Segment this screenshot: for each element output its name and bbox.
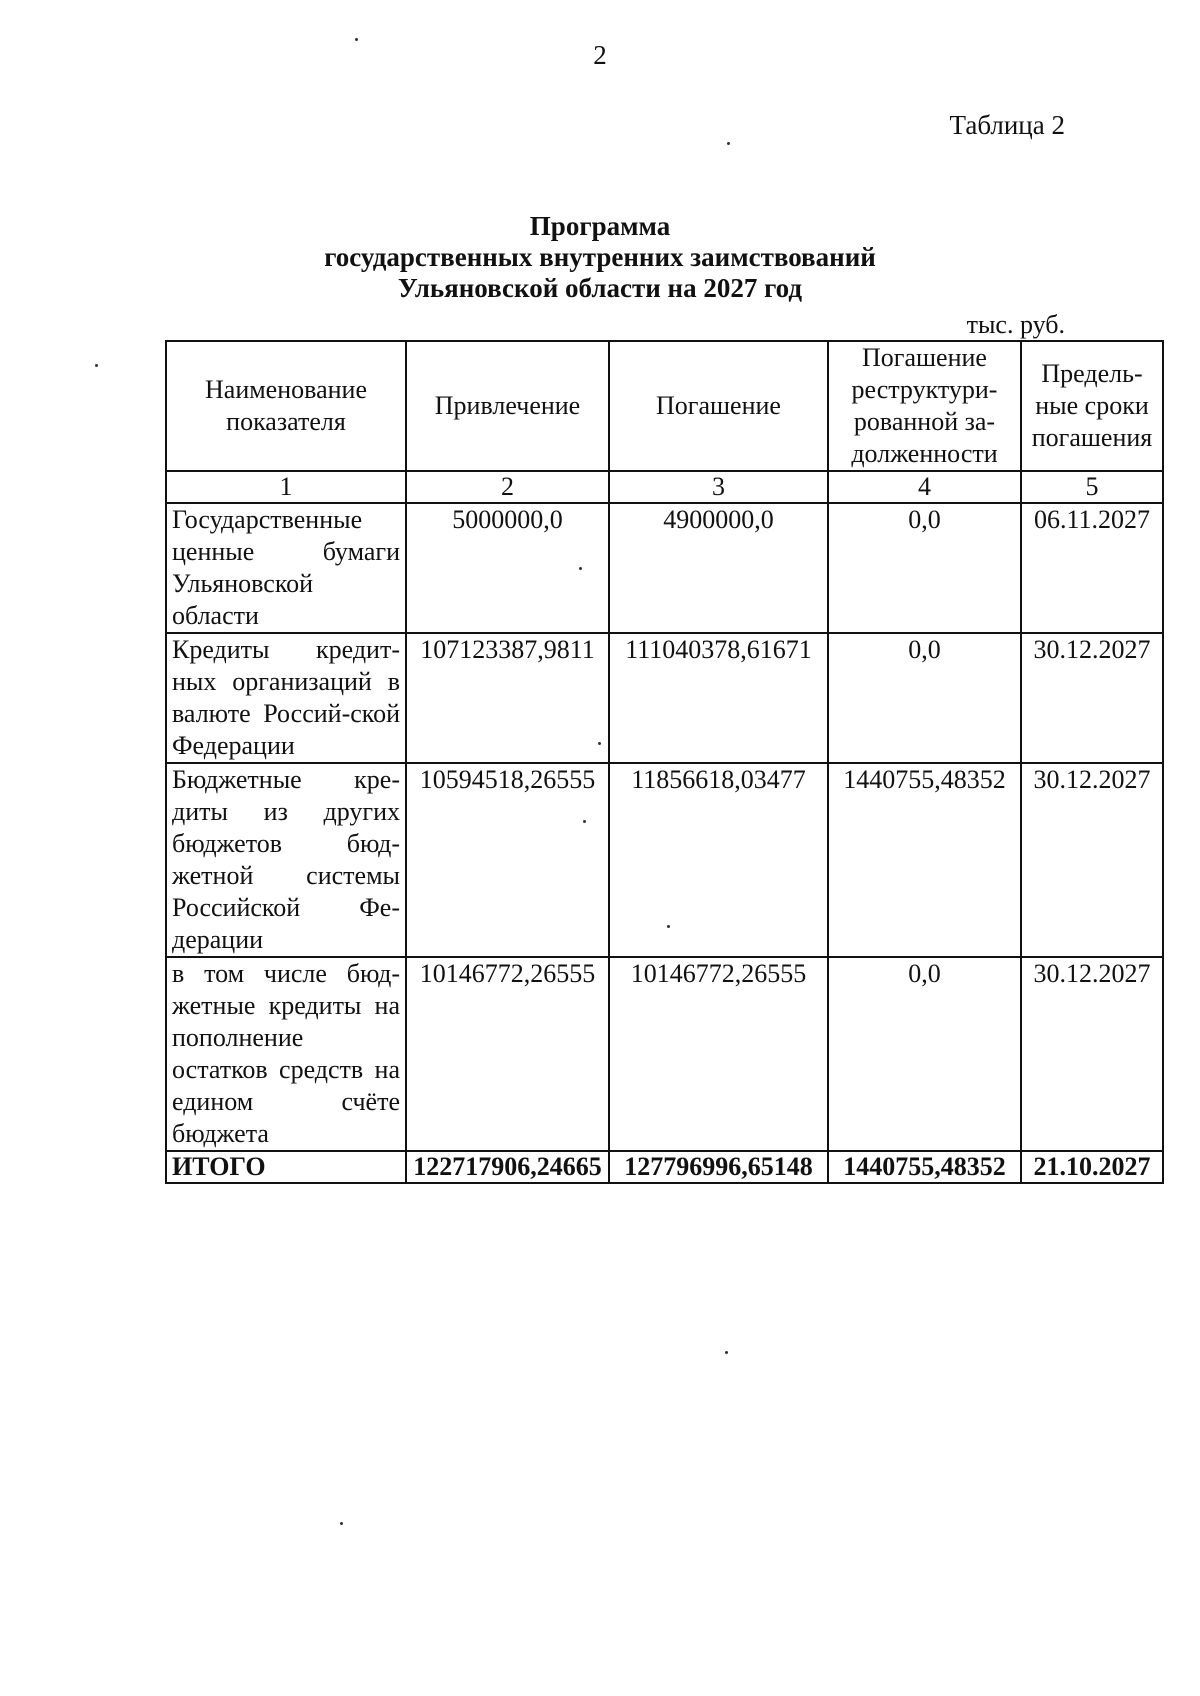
scan-speck (727, 142, 730, 145)
row-attraction: 10146772,26555 (406, 957, 609, 1151)
title-line-2: государственных внутренних заимствований (324, 242, 876, 272)
total-restructured: 1440755,48352 (828, 1151, 1021, 1183)
borrowing-table (165, 340, 1164, 1184)
row-repayment: 4900000,0 (609, 503, 828, 633)
header-repayment: Погашение (609, 341, 828, 471)
row-name: в том числе бюд-жетные кредиты на пополнение остатков средств на едином счёте бюджета (166, 957, 406, 1151)
row-restructured: 0,0 (828, 633, 1021, 763)
table-label: Таблица 2 (949, 110, 1065, 140)
total-attraction: 122717906,24665 (406, 1151, 609, 1183)
row-restructured: 0,0 (828, 957, 1021, 1151)
header-row (166, 341, 1163, 471)
column-number-row (166, 471, 1163, 503)
title-line-1: Программа (529, 211, 671, 241)
column-number: 3 (609, 471, 828, 503)
row-deadline: 30.12.2027 (1021, 763, 1163, 957)
scan-speck (579, 567, 582, 570)
scan-speck (667, 925, 670, 928)
table-row (166, 763, 1163, 957)
title-line-3: Ульяновской области на 2027 год (397, 273, 803, 303)
row-deadline: 30.12.2027 (1021, 957, 1163, 1151)
total-name: ИТОГО (166, 1151, 406, 1183)
scan-speck (340, 1522, 343, 1525)
row-attraction: 107123387,9811 (406, 633, 609, 763)
row-restructured: 0,0 (828, 503, 1021, 633)
column-number: 4 (828, 471, 1021, 503)
scan-speck (355, 38, 358, 41)
row-repayment: 10146772,26555 (609, 957, 828, 1151)
column-number: 5 (1021, 471, 1163, 503)
row-attraction: 10594518,26555 (406, 763, 609, 957)
row-repayment: 11856618,03477 (609, 763, 828, 957)
total-deadline: 21.10.2027 (1021, 1151, 1163, 1183)
total-row (166, 1151, 1163, 1183)
page-number: 2 (593, 40, 607, 70)
scan-speck (725, 1351, 728, 1354)
row-name: Государственные ценные бумаги Ульяновской области (166, 503, 406, 633)
row-name: Бюджетные кре-диты из других бюджетов бюд-жетной системы Российской Фе-дерации (166, 763, 406, 957)
table-row (166, 957, 1163, 1151)
row-restructured: 1440755,48352 (828, 763, 1021, 957)
column-number: 2 (406, 471, 609, 503)
row-attraction: 5000000,0 (406, 503, 609, 633)
units-label: тыс. руб. (966, 310, 1065, 339)
scan-speck (95, 364, 98, 367)
scan-speck (598, 742, 601, 745)
row-deadline: 06.11.2027 (1021, 503, 1163, 633)
table-row (166, 633, 1163, 763)
header-name: Наименование показателя (166, 341, 406, 471)
row-name: Кредиты кредит-ных организаций в валюте Россий-ской Федерации (166, 633, 406, 763)
column-number: 1 (166, 471, 406, 503)
row-deadline: 30.12.2027 (1021, 633, 1163, 763)
header-restructured: Погашение реструктури-рованной за-долженности (828, 341, 1021, 471)
table-row (166, 503, 1163, 633)
total-repayment: 127796996,65148 (609, 1151, 828, 1183)
header-deadline: Предель-ные сроки погашения (1021, 341, 1163, 471)
scan-speck (583, 820, 586, 823)
row-repayment: 111040378,61671 (609, 633, 828, 763)
document-title (0, 211, 1200, 304)
header-attraction: Привлечение (406, 341, 609, 471)
